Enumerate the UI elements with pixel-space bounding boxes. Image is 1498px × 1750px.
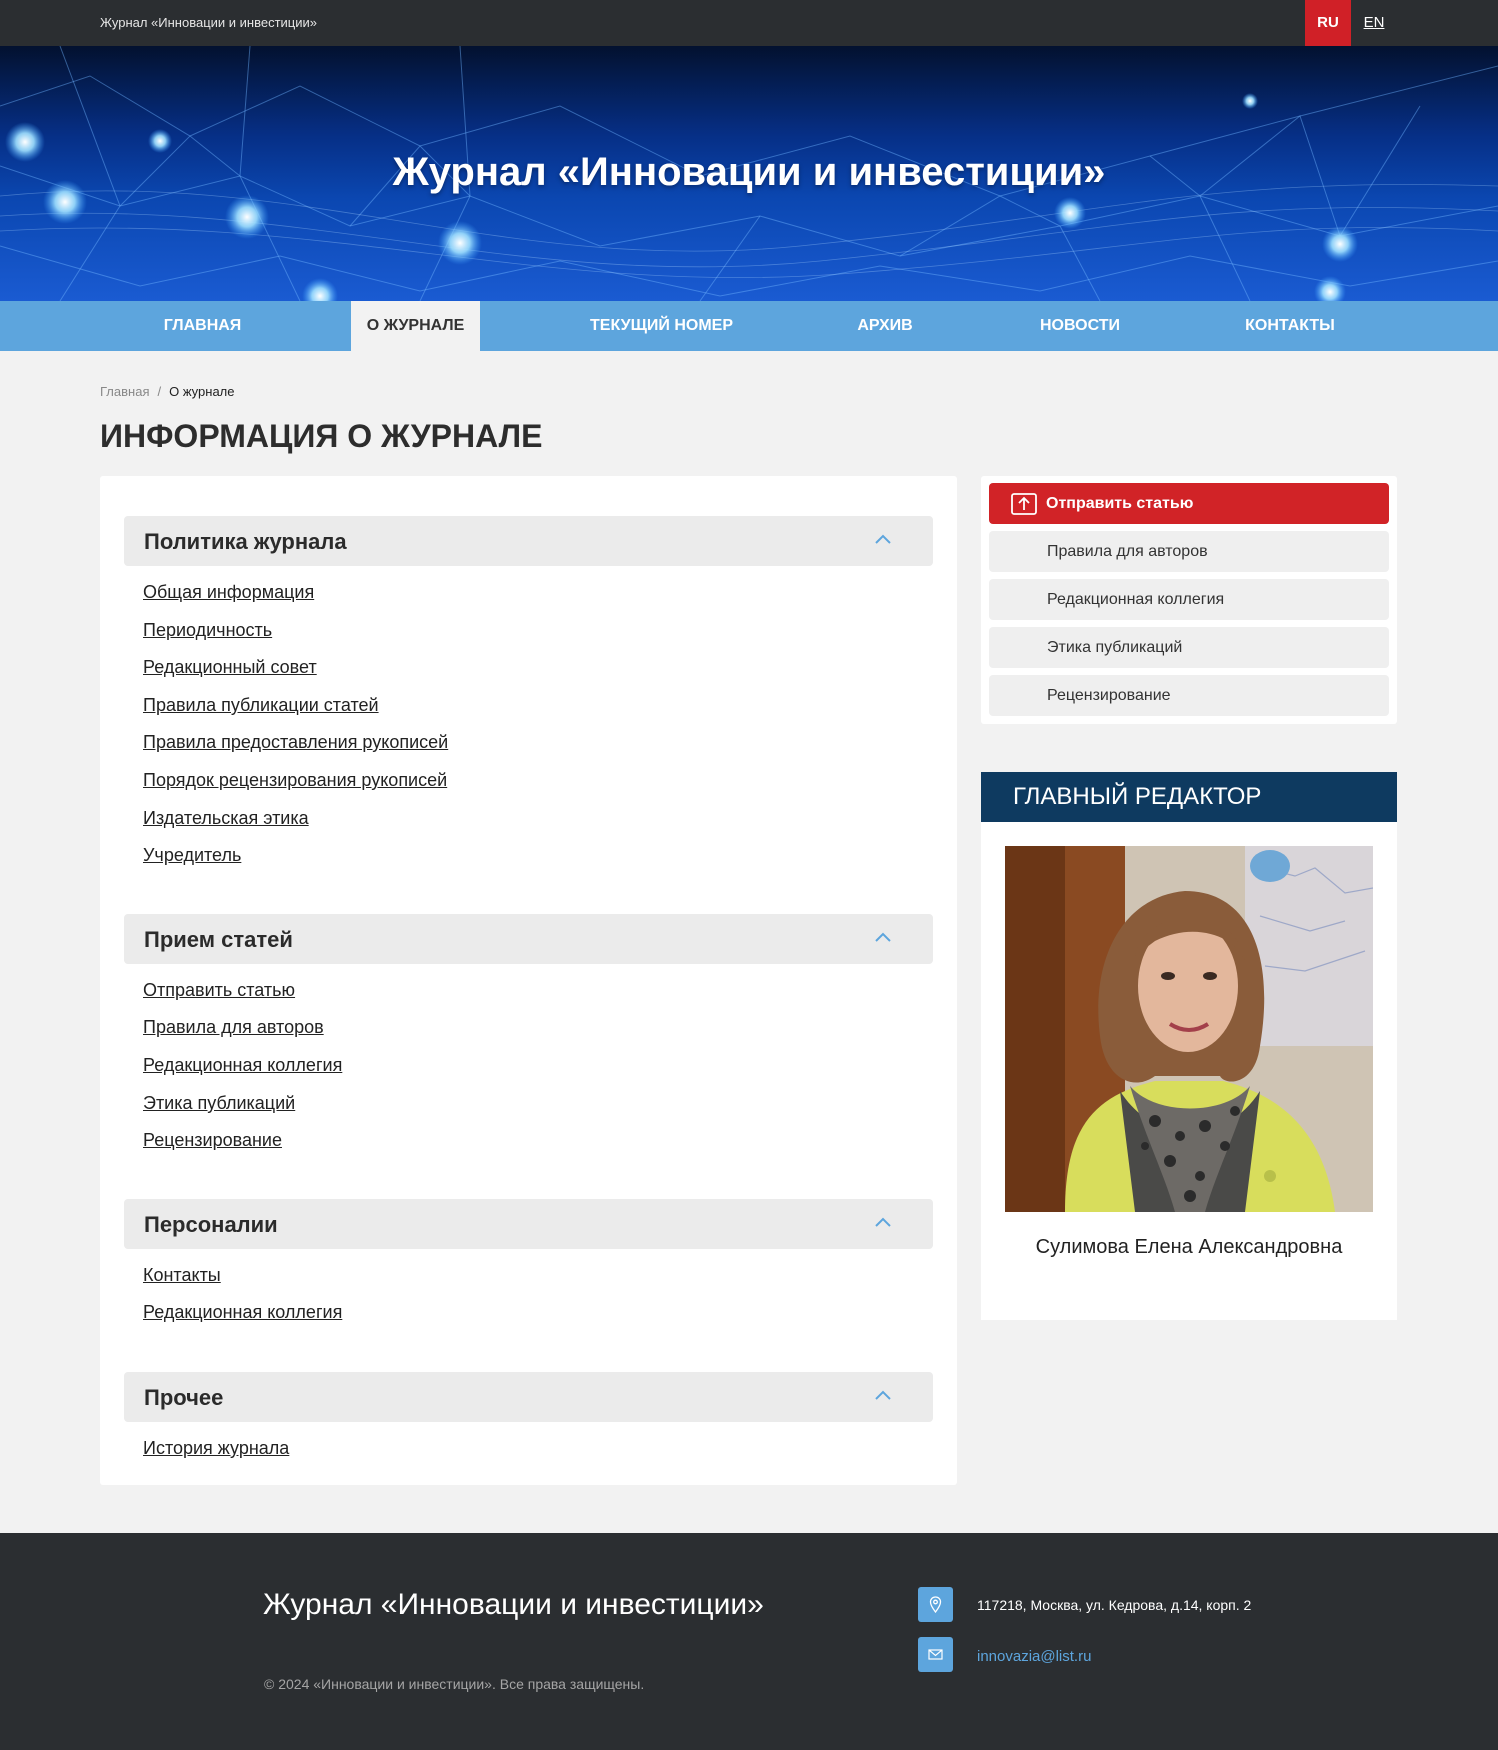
sidebar-item-publication-ethics[interactable] xyxy=(989,627,1389,668)
sidebar-item-label: Рецензирование xyxy=(1047,687,1171,704)
sidebar-links-card xyxy=(981,476,1397,724)
link-review-procedure[interactable]: Порядок рецензирования рукописей xyxy=(143,770,448,790)
accordion-header-persons[interactable] xyxy=(124,1199,933,1249)
hero-banner xyxy=(0,46,1498,301)
page-title: ИНФОРМАЦИЯ О ЖУРНАЛЕ xyxy=(100,418,543,454)
link-manuscript-rules[interactable]: Правила предоставления рукописей xyxy=(143,732,449,752)
chevron-up-icon[interactable] xyxy=(874,533,892,545)
sidebar-item-author-rules[interactable] xyxy=(989,531,1389,572)
location-pin-icon xyxy=(918,1587,953,1622)
upload-icon xyxy=(1011,493,1037,515)
hero-title: Журнал «Инновации и инвестиции» xyxy=(392,150,1106,194)
breadcrumb-separator: / xyxy=(157,384,162,399)
site-name: Журнал «Инновации и инвестиции» xyxy=(100,15,318,30)
chevron-up-icon[interactable] xyxy=(874,1389,892,1401)
link-editorial-board-2[interactable]: Редакционная коллегия xyxy=(143,1302,343,1322)
link-submit-article[interactable]: Отправить статью xyxy=(143,980,296,1000)
link-editorial-board[interactable]: Редакционная коллегия xyxy=(143,1055,343,1075)
top-bar xyxy=(0,0,1498,46)
sidebar-item-reviewing[interactable] xyxy=(989,675,1389,716)
accordion-title: Прочее xyxy=(144,1385,224,1410)
link-journal-history[interactable]: История журнала xyxy=(143,1438,290,1458)
link-editorial-council[interactable]: Редакционный совет xyxy=(143,657,317,677)
breadcrumb-current: О журнале xyxy=(169,384,235,399)
nav-item-current-issue[interactable]: ТЕКУЩИЙ НОМЕР xyxy=(590,317,733,334)
accordion-title: Прием статей xyxy=(144,927,293,952)
sidebar-item-label: Этика публикаций xyxy=(1047,639,1183,656)
breadcrumb-home[interactable]: Главная xyxy=(100,384,150,399)
link-reviewing[interactable]: Рецензирование xyxy=(143,1130,282,1150)
nav-item-contacts[interactable]: КОНТАКТЫ xyxy=(1245,317,1335,334)
nav-item-about[interactable]: О ЖУРНАЛЕ xyxy=(351,301,480,351)
link-founder[interactable]: Учредитель xyxy=(143,845,242,865)
nav-item-home[interactable]: ГЛАВНАЯ xyxy=(163,317,242,334)
accordion-header-other[interactable] xyxy=(124,1372,933,1422)
chief-editor-heading: ГЛАВНЫЙ РЕДАКТОР xyxy=(981,772,1397,822)
nav-item-archive[interactable]: АРХИВ xyxy=(857,317,913,334)
submit-article-button[interactable] xyxy=(989,483,1389,524)
submit-article-label: Отправить статью xyxy=(1046,495,1194,512)
link-general-info[interactable]: Общая информация xyxy=(143,582,315,602)
chief-editor-name: Сулимова Елена Александровна xyxy=(1035,1236,1343,1258)
link-author-rules[interactable]: Правила для авторов xyxy=(143,1017,324,1037)
footer-copyright: © 2024 «Инновации и инвестиции». Все права защищены. xyxy=(264,1676,645,1692)
mail-icon xyxy=(918,1637,953,1672)
link-publication-rules[interactable]: Правила публикации статей xyxy=(143,695,379,715)
link-periodicity[interactable]: Периодичность xyxy=(143,620,273,640)
accordion-title: Политика журнала xyxy=(144,529,347,554)
chief-editor-card xyxy=(981,772,1397,1320)
editor-photo xyxy=(1005,846,1373,1212)
main-nav xyxy=(0,301,1498,351)
chevron-up-icon[interactable] xyxy=(874,1216,892,1228)
sidebar-item-editorial-board[interactable] xyxy=(989,579,1389,620)
sidebar-item-label: Редакционная коллегия xyxy=(1047,591,1225,608)
footer xyxy=(0,1533,1498,1750)
breadcrumb xyxy=(100,384,234,399)
nav-item-news[interactable]: НОВОСТИ xyxy=(1039,317,1121,334)
link-publishing-ethics[interactable]: Издательская этика xyxy=(143,808,309,828)
footer-address: 117218, Москва, ул. Кедрова, д.14, корп. 2 xyxy=(977,1597,1252,1613)
lang-en-button[interactable]: EN xyxy=(1363,14,1385,31)
sidebar-item-label: Правила для авторов xyxy=(1047,543,1208,560)
link-publication-ethics[interactable]: Этика публикаций xyxy=(143,1093,296,1113)
chevron-up-icon[interactable] xyxy=(874,931,892,943)
link-contacts[interactable]: Контакты xyxy=(143,1265,221,1285)
lang-ru-button[interactable]: RU xyxy=(1305,0,1351,46)
footer-email-link[interactable]: innovazia@list.ru xyxy=(977,1648,1092,1665)
footer-title: Журнал «Инновации и инвестиции» xyxy=(263,1588,764,1621)
accordion-card xyxy=(100,476,957,1485)
accordion-header-submissions[interactable] xyxy=(124,914,933,964)
accordion-header-policy[interactable] xyxy=(124,516,933,566)
accordion-title: Персоналии xyxy=(144,1212,278,1237)
